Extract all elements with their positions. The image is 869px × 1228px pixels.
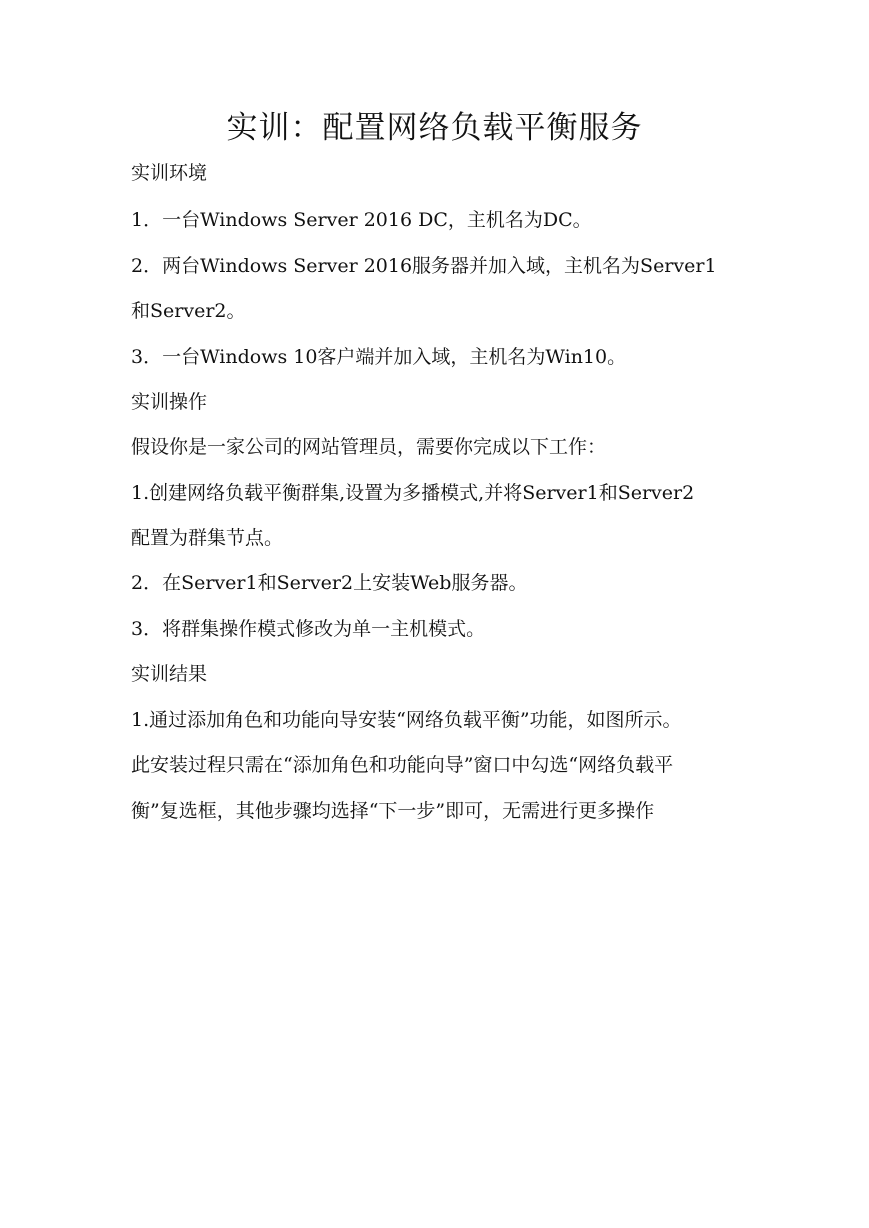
environment-item-2: 2．两台Windows Server 2016服务器并加入域，主机名为Server1 (131, 255, 717, 277)
environment-item-3: 3．一台Windows 10客户端并加入域，主机名为Win10。 (131, 346, 627, 368)
operations-item-3: 3．将群集操作模式修改为单一主机模式。 (131, 618, 486, 640)
environment-item-2-continued: 和Server2。 (131, 300, 246, 322)
results-item-1-continued-1: 此安装过程只需在“添加角色和功能向导”窗口中勾选“网络负载平 (131, 754, 674, 776)
environment-item-1: 1．一台Windows Server 2016 DC，主机名为DC。 (131, 209, 592, 231)
page-title: 实训：配置网络负载平衡服务 (226, 110, 643, 146)
section-heading-environment: 实训环境 (131, 162, 208, 184)
operations-item-1-continued: 配置为群集节点。 (131, 527, 284, 549)
results-item-1-continued-2: 衡”复选框，其他步骤均选择“下一步”即可，无需进行更多操作 (131, 800, 655, 822)
section-heading-results: 实训结果 (131, 663, 208, 685)
operations-item-1: 1.创建网络负载平衡群集,设置为多播模式,并将Server1和Server2 (131, 482, 695, 504)
operations-intro: 假设你是一家公司的网站管理员，需要你完成以下工作： (131, 436, 607, 458)
results-item-1: 1.通过添加角色和功能向导安装“网络负载平衡”功能，如图所示。 (131, 709, 682, 731)
operations-item-2: 2．在Server1和Server2上安装Web服务器。 (131, 572, 528, 594)
section-heading-operations: 实训操作 (131, 391, 208, 413)
